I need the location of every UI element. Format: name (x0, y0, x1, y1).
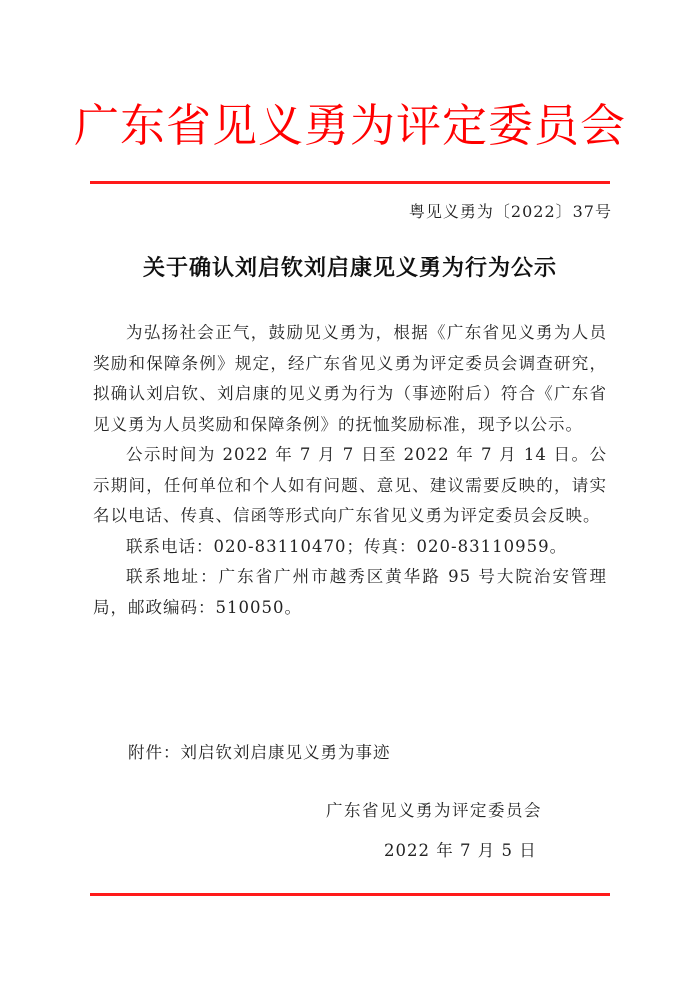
signature-date: 2022 年 7 月 5 日 (384, 841, 537, 860)
document-number: 粤见义勇为〔2022〕37号 (408, 202, 612, 221)
document-title: 关于确认刘启钦刘启康见义勇为行为公示 (142, 255, 557, 281)
body-paragraph-phone: 联系电话：020-83110470；传真：020-83110959。 (126, 536, 568, 556)
body-paragraph-period: 公示时间为 2022 年 7 月 7 日至 2022 年 7 月 14 日。公示期间，任何单位和个人如有问题、意见、建议需要反映的，请实名以电话、传真、信函等形式向广东省见义勇为评定委员会反映。 (93, 445, 607, 525)
body-paragraph-address: 联系地址：广东省广州市越秀区黄华路 95 号大院治安管理局，邮政编码：510050。 (93, 567, 607, 617)
masthead-title: 广东省见义勇为评定委员会 (73, 99, 626, 152)
footer-red-rule (90, 893, 610, 896)
signature-organization: 广东省见义勇为评定委员会 (326, 801, 542, 820)
masthead-red-rule (90, 181, 610, 184)
body-paragraph-intro: 为弘扬社会正气，鼓励见义勇为，根据《广东省见义勇为人员奖励和保障条例》规定，经广东省见义勇为评定委员会调查研究，拟确认刘启钦、刘启康的见义勇为行为（事迹附后）符合《广东省见义勇为人员奖励和保障条例》的抚恤奖励标准，现予以公示。 (93, 323, 607, 434)
attachment-note: 附件：刘启钦刘启康见义勇为事迹 (128, 743, 391, 762)
document-body (93, 318, 607, 623)
